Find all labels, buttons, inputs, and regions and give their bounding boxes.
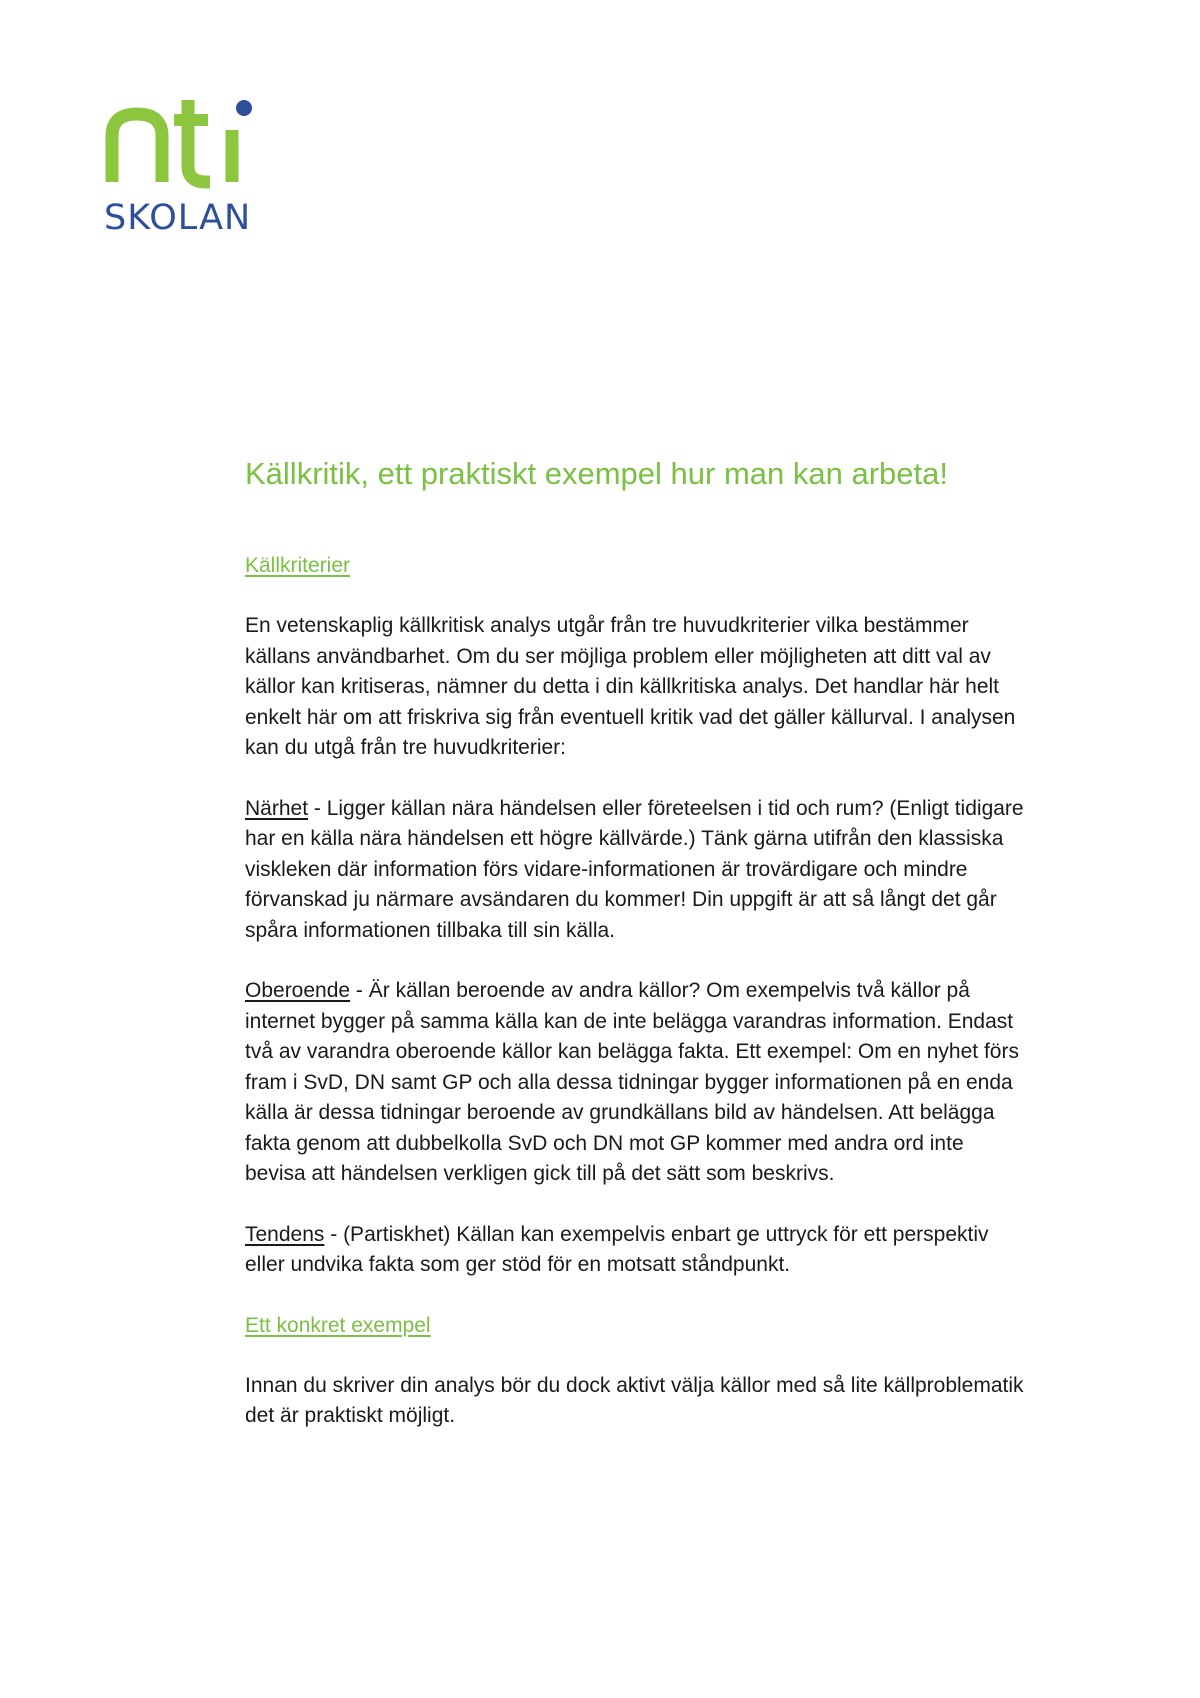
example-paragraph: Innan du skriver din analys bör du dock aktivt välja källor med så lite källproblematik det är praktiskt möjligt. — [245, 1373, 1024, 1428]
criterion-text: - Är källan beroende av andra källor? Om exempelvis två källor på internet bygger på samma källa kan de inte belägga varandras information. Endast två av varandra oberoende källor kan belägga fakta. Ett exempel: Om en nyhet förs fram i SvD, DN samt GP och alla dessa tidningar bygger informationen på en enda källa är dessa tidningar beroende av grundkällans bild av händelsen. Att belägga fakta genom att dubbelkolla SvD och DN mot GP kommer med andra ord inte bevisa att händelsen verkligen gick till på det sätt som beskrivs. — [245, 979, 1019, 1186]
criterion-term: Oberoende — [245, 979, 351, 1003]
criterion-narhet — [245, 794, 1025, 947]
document-body — [245, 455, 1025, 1432]
criterion-oberoende — [245, 976, 1025, 1190]
heading-kallkriterier: Källkriterier — [245, 554, 351, 578]
logo-subtitle: SKOLAN — [104, 198, 252, 238]
criterion-text: - (Partiskhet) Källan kan exempelvis enbart ge uttryck för ett perspektiv eller undvika fakta som ger stöd för en motsatt ståndpunkt. — [245, 1222, 989, 1277]
nti-wordmark — [104, 96, 264, 206]
criterion-term: Tendens — [245, 1222, 325, 1246]
document-title: Källkritik, ett praktiskt exempel hur man kan arbeta! — [245, 456, 948, 491]
criterion-term: Närhet — [245, 796, 309, 820]
criterion-text: - Ligger källan nära händelsen eller företeelsen i tid och rum? (Enligt tidigare har en källa nära händelsen ett högre källvärde.) Tänk gärna utifrån den klassiska viskleken där information förs vidare-informationen är trovärdigare och mindre förvanskad ju närmare avsändaren du kommer! Din uppgift är att så långt det går spåra informationen tillbaka till sin källa. — [245, 796, 1024, 942]
criterion-tendens — [245, 1220, 1025, 1281]
nti-skolan-logo — [104, 96, 264, 246]
intro-paragraph: En vetenskaplig källkritisk analys utgår från tre huvudkriterier vilka bestämmer källans användbarhet. Om du ser möjliga problem eller möjligheten att ditt val av källor kan kritiseras, nämner du detta i din källkritiska analys. Det handlar här helt enkelt här om att friskriva sig från eventuell kritik vad det gäller källurval. I analysen kan du utgå från tre huvudkriterier: — [245, 614, 1016, 760]
heading-konkret-exempel: Ett konkret exempel — [245, 1313, 431, 1337]
